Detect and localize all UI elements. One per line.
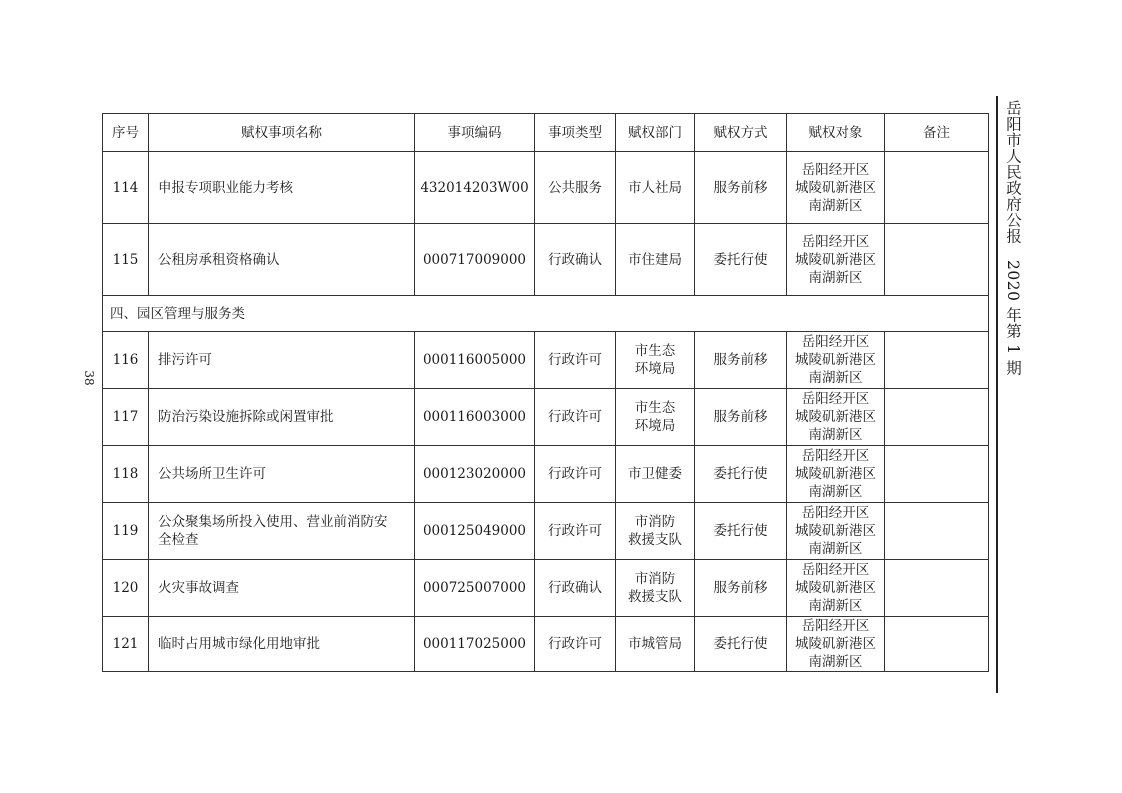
cell-name: 公租房承租资格确认 [149, 224, 415, 296]
cell-no: 119 [103, 503, 149, 560]
cell-mode: 服务前移 [695, 152, 787, 224]
object-line: 南湖新区 [808, 197, 863, 214]
cell-dept [616, 560, 695, 617]
dept-line: 环境局 [634, 418, 676, 434]
table-row [103, 224, 989, 296]
cell-type: 行政许可 [535, 446, 616, 503]
object-line: 南湖新区 [808, 541, 863, 557]
object-line: 城陵矶新港区 [795, 179, 876, 196]
cell-note [885, 446, 989, 503]
cell-object [787, 560, 885, 617]
cell-object [787, 332, 885, 389]
cell-dept [616, 332, 695, 389]
cell-no: 121 [103, 617, 149, 672]
cell-code: 000116003000 [415, 389, 535, 446]
cell-mode: 服务前移 [695, 332, 787, 389]
object-line: 南湖新区 [808, 654, 863, 670]
table-row [103, 617, 989, 672]
table-header-row [103, 114, 989, 152]
cell-type: 行政确认 [535, 560, 616, 617]
section-title: 四、园区管理与服务类 [103, 296, 989, 332]
section-row [103, 296, 989, 332]
cell-object [787, 224, 885, 296]
cell-no: 116 [103, 332, 149, 389]
cell-note [885, 503, 989, 560]
object-line: 岳阳经开区 [801, 161, 870, 178]
table-row [103, 152, 989, 224]
col-header-code: 事项编码 [415, 114, 535, 152]
cell-name: 公共场所卫生许可 [149, 446, 415, 503]
cell-dept [616, 503, 695, 560]
name-line: 全检查 [158, 532, 199, 548]
side-header: 岳阳市人民政府公报 2020 年第 1 期 [1004, 100, 1022, 377]
cell-code: 000116005000 [415, 332, 535, 389]
object-line: 南湖新区 [808, 269, 863, 286]
object-line: 城陵矶新港区 [795, 636, 876, 652]
cell-note [885, 389, 989, 446]
table-row [103, 560, 989, 617]
col-header-note: 备注 [885, 114, 989, 152]
side-rule [996, 96, 998, 693]
cell-dept [616, 389, 695, 446]
cell-note [885, 152, 989, 224]
cell-name [149, 503, 415, 560]
object-line: 城陵矶新港区 [795, 580, 876, 596]
object-line: 城陵矶新港区 [795, 409, 876, 425]
table-row [103, 389, 989, 446]
object-line: 岳阳经开区 [801, 618, 870, 634]
cell-type: 行政许可 [535, 503, 616, 560]
name-line: 公众聚集场所投入使用、营业前消防安 [158, 514, 388, 530]
cell-code: 432014203W00 [415, 152, 535, 224]
cell-name: 临时占用城市绿化用地审批 [149, 617, 415, 672]
cell-mode: 服务前移 [695, 389, 787, 446]
cell-type: 行政许可 [535, 617, 616, 672]
cell-dept: 市城管局 [616, 617, 695, 672]
cell-no: 120 [103, 560, 149, 617]
dept-line: 市生态 [634, 400, 676, 416]
col-header-no: 序号 [103, 114, 149, 152]
table-row [103, 503, 989, 560]
cell-note [885, 560, 989, 617]
cell-type: 公共服务 [535, 152, 616, 224]
table-row [103, 446, 989, 503]
cell-code: 000123020000 [415, 446, 535, 503]
cell-mode: 委托行使 [695, 446, 787, 503]
cell-dept: 市住建局 [616, 224, 695, 296]
object-line: 南湖新区 [808, 484, 863, 500]
cell-note [885, 224, 989, 296]
cell-note [885, 617, 989, 672]
cell-type: 行政确认 [535, 224, 616, 296]
object-line: 南湖新区 [808, 598, 863, 614]
cell-note [885, 332, 989, 389]
authorization-table [102, 113, 989, 672]
cell-object [787, 152, 885, 224]
dept-line: 救援支队 [628, 589, 682, 605]
object-line: 南湖新区 [808, 427, 863, 443]
cell-no: 118 [103, 446, 149, 503]
object-line: 岳阳经开区 [801, 562, 870, 578]
cell-mode: 委托行使 [695, 224, 787, 296]
dept-line: 市消防 [634, 571, 676, 587]
object-line: 城陵矶新港区 [795, 523, 876, 539]
cell-object [787, 389, 885, 446]
cell-mode: 委托行使 [695, 503, 787, 560]
table-row [103, 332, 989, 389]
cell-no: 117 [103, 389, 149, 446]
cell-object [787, 446, 885, 503]
col-header-name: 赋权事项名称 [149, 114, 415, 152]
object-line: 城陵矶新港区 [795, 466, 876, 482]
dept-line: 市生态 [634, 343, 676, 359]
col-header-mode: 赋权方式 [695, 114, 787, 152]
cell-mode: 委托行使 [695, 617, 787, 672]
cell-type: 行政许可 [535, 332, 616, 389]
cell-name: 排污许可 [149, 332, 415, 389]
cell-dept: 市人社局 [616, 152, 695, 224]
dept-line: 市消防 [634, 514, 676, 530]
cell-code: 000125049000 [415, 503, 535, 560]
cell-mode: 服务前移 [695, 560, 787, 617]
object-line: 岳阳经开区 [801, 505, 870, 521]
object-line: 岳阳经开区 [801, 391, 870, 407]
dept-line: 环境局 [634, 361, 676, 377]
cell-no: 115 [103, 224, 149, 296]
cell-name: 火灾事故调查 [149, 560, 415, 617]
cell-name: 防治污染设施拆除或闲置审批 [149, 389, 415, 446]
col-header-dept: 赋权部门 [616, 114, 695, 152]
cell-code: 000717009000 [415, 224, 535, 296]
col-header-object: 赋权对象 [787, 114, 885, 152]
object-line: 城陵矶新港区 [795, 251, 876, 268]
cell-code: 000725007000 [415, 560, 535, 617]
cell-name: 申报专项职业能力考核 [149, 152, 415, 224]
cell-type: 行政许可 [535, 389, 616, 446]
cell-object [787, 503, 885, 560]
cell-no: 114 [103, 152, 149, 224]
cell-dept: 市卫健委 [616, 446, 695, 503]
object-line: 城陵矶新港区 [795, 352, 876, 368]
cell-code: 000117025000 [415, 617, 535, 672]
page-number: 38 [82, 370, 96, 386]
object-line: 岳阳经开区 [801, 233, 870, 250]
col-header-type: 事项类型 [535, 114, 616, 152]
object-line: 岳阳经开区 [801, 448, 870, 464]
cell-object [787, 617, 885, 672]
object-line: 岳阳经开区 [801, 334, 870, 350]
dept-line: 救援支队 [628, 532, 682, 548]
object-line: 南湖新区 [808, 370, 863, 386]
